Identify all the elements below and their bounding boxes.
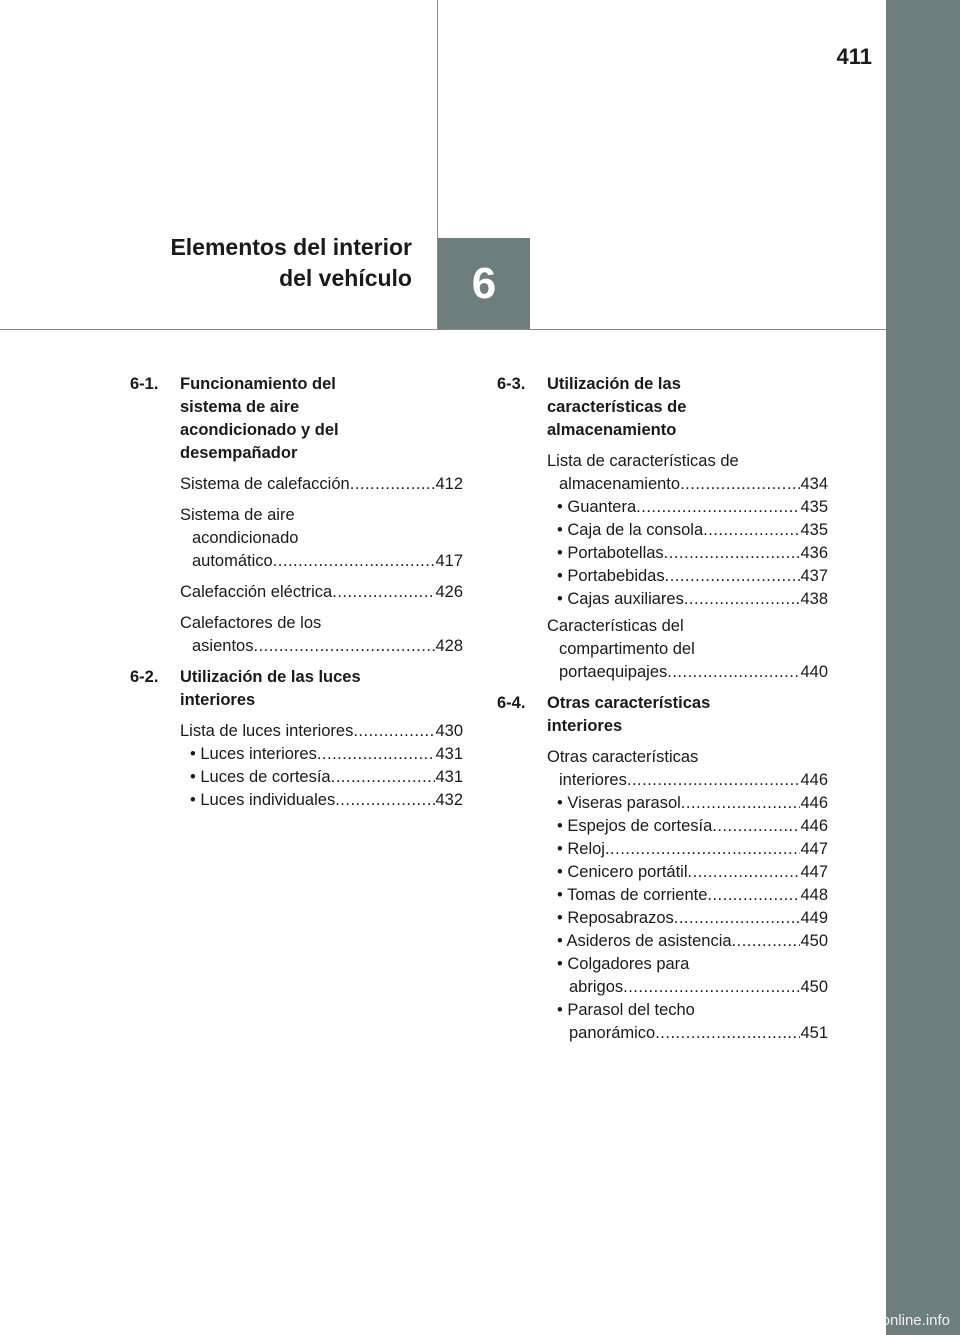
section-heading	[497, 373, 828, 442]
section-title-line: Funcionamiento del	[180, 375, 336, 393]
toc-sub-entry[interactable]	[557, 565, 828, 588]
section-title-line: almacenamiento	[547, 421, 677, 439]
entry-page: 449	[800, 909, 828, 927]
toc-entry[interactable]	[180, 720, 463, 743]
entry-label: Lista de características de	[547, 452, 739, 470]
entry-page: 437	[800, 567, 828, 585]
entry-label: Lista de luces interiores	[180, 722, 354, 740]
entry-label: • Guantera	[557, 498, 637, 516]
entry-label: automático	[192, 552, 273, 570]
section-number: 6-4.	[497, 694, 526, 712]
toc-entry[interactable]	[180, 581, 463, 604]
toc-sub-entry[interactable]	[557, 884, 828, 907]
entry-label: almacenamiento	[559, 475, 681, 493]
entry-page: 428	[435, 637, 463, 655]
chapter-side-band	[886, 0, 960, 1335]
section-heading	[130, 373, 463, 465]
entry-page: 435	[800, 498, 828, 516]
page-number: 411	[836, 44, 872, 69]
entry-label: • Cajas auxiliares	[557, 590, 684, 608]
entry-label: • Colgadores para	[557, 955, 690, 973]
toc-sub-entry[interactable]	[190, 766, 463, 789]
watermark: carmanualsonline.info	[804, 1312, 950, 1329]
toc-entry[interactable]	[547, 746, 828, 792]
entry-page: 446	[800, 817, 828, 835]
entry-label: • Caja de la consola	[557, 521, 704, 539]
entry-label: portaequipajes	[559, 663, 668, 681]
entry-label: • Reloj	[557, 840, 605, 858]
toc-sub-entry[interactable]	[557, 861, 828, 884]
toc-sub-entry[interactable]	[557, 838, 828, 861]
entry-label: compartimento del	[559, 640, 695, 658]
entry-page: 417	[435, 552, 463, 570]
entry-label: • Reposabrazos	[557, 909, 674, 927]
toc-sub-entry[interactable]	[190, 789, 463, 812]
entry-label: Calefacción eléctrica	[180, 583, 333, 601]
entry-page: 432	[435, 791, 463, 809]
toc-sub-entry[interactable]	[557, 907, 828, 930]
entry-label: Características del	[547, 617, 684, 635]
entry-label: Sistema de aire	[180, 506, 295, 524]
entry-page: 412	[435, 475, 463, 493]
entry-label: abrigos	[569, 978, 624, 996]
entry-page: 435	[800, 521, 828, 539]
entry-page: 436	[800, 544, 828, 562]
toc-entry[interactable]	[547, 450, 828, 496]
section-title-line: interiores	[547, 717, 623, 735]
section-title-line: Otras características	[547, 694, 711, 712]
entry-page: 430	[435, 722, 463, 740]
entry-label: Sistema de calefacción	[180, 475, 350, 493]
entry-label: • Asideros de asistencia	[557, 932, 732, 950]
entry-label: • Luces interiores	[190, 745, 317, 763]
entry-page: 431	[435, 768, 463, 786]
toc-entry[interactable]	[180, 612, 463, 658]
entry-page: 446	[800, 771, 828, 789]
entry-page: 447	[800, 840, 828, 858]
entry-page: 451	[800, 1024, 828, 1042]
toc-column-right	[497, 373, 828, 1045]
section-number: 6-1.	[130, 375, 159, 393]
entry-page: 450	[800, 932, 828, 950]
section-title-line: acondicionado y del	[180, 421, 339, 439]
toc-sub-entry[interactable]	[557, 815, 828, 838]
toc-entry[interactable]	[180, 473, 463, 496]
section-number: 6-2.	[130, 668, 159, 686]
toc-sub-entry[interactable]	[557, 588, 828, 611]
entry-label: panorámico	[569, 1024, 656, 1042]
section-heading	[497, 692, 828, 738]
toc-sub-entry[interactable]	[557, 496, 828, 519]
toc-sub-entry[interactable]	[557, 999, 828, 1045]
entry-page: 431	[435, 745, 463, 763]
entry-label: asientos	[192, 637, 254, 655]
entry-page: 434	[800, 475, 828, 493]
toc-column-left	[130, 373, 463, 812]
entry-label: • Cenicero portátil	[557, 863, 688, 881]
section-title	[547, 692, 828, 738]
toc-sub-entry[interactable]	[557, 792, 828, 815]
toc-sub-entry[interactable]	[557, 519, 828, 542]
section-title-line: desempañador	[180, 444, 298, 462]
entry-label: • Espejos de cortesía	[557, 817, 713, 835]
entry-label: Otras características	[547, 748, 699, 766]
entry-page: 446	[800, 794, 828, 812]
toc-entry[interactable]	[547, 615, 828, 684]
entry-label: • Portabotellas	[557, 544, 664, 562]
entry-label: • Tomas de corriente	[557, 886, 708, 904]
entry-page: 438	[800, 590, 828, 608]
entry-page: 447	[800, 863, 828, 881]
chapter-number-box: 6	[438, 238, 530, 329]
toc-sub-entry[interactable]	[557, 542, 828, 565]
chapter-title-line: Elementos del interior	[170, 234, 412, 260]
toc-entry[interactable]	[180, 504, 463, 573]
section-title-line: sistema de aire	[180, 398, 300, 416]
entry-label: • Luces de cortesía	[190, 768, 331, 786]
entry-page: 448	[800, 886, 828, 904]
header-horizontal-rule	[0, 329, 886, 330]
entry-label: acondicionado	[192, 529, 299, 547]
entry-label: • Viseras parasol	[557, 794, 681, 812]
toc-sub-entry[interactable]	[557, 930, 828, 953]
entry-page: 426	[435, 583, 463, 601]
entry-label: Calefactores de los	[180, 614, 322, 632]
entry-label: • Parasol del techo	[557, 1001, 695, 1019]
section-title-line: Utilización de las	[547, 375, 681, 393]
toc-sub-entry[interactable]	[190, 743, 463, 766]
section-title	[547, 373, 828, 442]
chapter-title-line: del vehículo	[279, 265, 412, 291]
entry-page: 440	[800, 663, 828, 681]
section-title	[180, 666, 463, 712]
entry-label: • Portabebidas	[557, 567, 665, 585]
entry-page: 450	[800, 978, 828, 996]
entry-label: interiores	[559, 771, 627, 789]
entry-label: • Luces individuales	[190, 791, 336, 809]
section-heading	[130, 666, 463, 712]
section-title	[180, 373, 463, 465]
section-title-line: interiores	[180, 691, 256, 709]
toc-sub-entry[interactable]	[557, 953, 828, 999]
chapter-title	[100, 232, 412, 294]
section-number: 6-3.	[497, 375, 526, 393]
section-title-line: características de	[547, 398, 687, 416]
section-title-line: Utilización de las luces	[180, 668, 361, 686]
